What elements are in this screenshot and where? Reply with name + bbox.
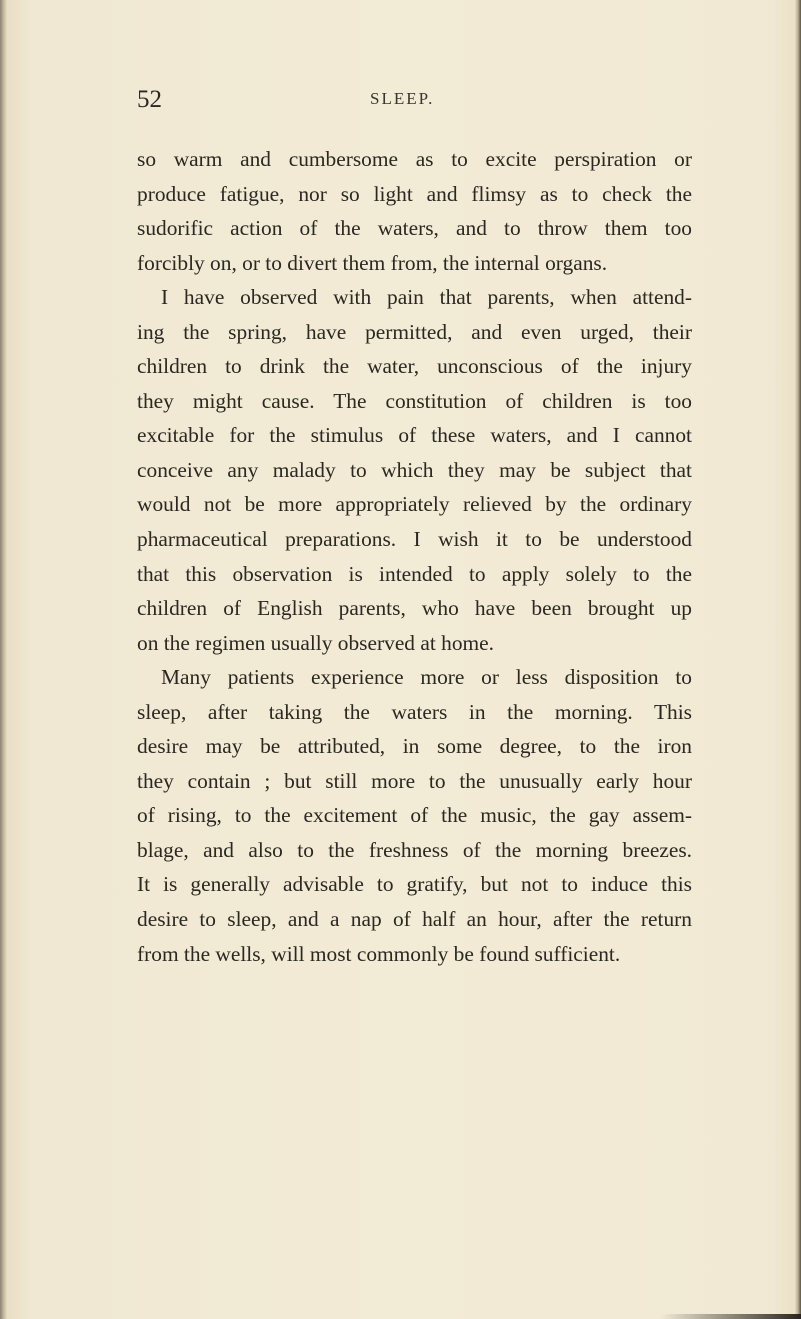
text-line: from the wells, will most commonly be found sufficient. xyxy=(137,941,621,966)
text-line: excitable for the stimulus of these waters, and I cannot xyxy=(137,423,692,448)
body-text xyxy=(137,142,692,971)
running-head: SLEEP. xyxy=(370,89,435,108)
text-line: they might cause. The constitution of children is too xyxy=(137,388,692,413)
text-line: It is generally advisable to gratify, but not to induce this xyxy=(137,872,692,897)
page-bottom-shadow xyxy=(661,1314,801,1319)
text-line: that this observation is intended to apply solely to the xyxy=(137,561,692,586)
paragraph xyxy=(137,280,692,660)
text-line: sudorific action of the waters, and to throw them too xyxy=(137,216,692,241)
text-line: produce fatigue, nor so light and flimsy as to check the xyxy=(137,181,692,206)
text-line: of rising, to the excitement of the music, the gay assem- xyxy=(137,803,692,828)
text-line: I have observed with pain that parents, when attend- xyxy=(161,285,692,310)
page-right-edge xyxy=(795,0,801,1319)
paragraph xyxy=(137,142,692,280)
text-line: desire to sleep, and a nap of half an hour, after the return xyxy=(137,907,692,932)
text-line: desire may be attributed, in some degree, to the iron xyxy=(137,734,692,759)
text-line: sleep, after taking the waters in the morning. This xyxy=(137,699,692,724)
page-left-edge xyxy=(0,0,7,1319)
paragraph xyxy=(137,660,692,971)
text-line: so warm and cumbersome as to excite perspiration or xyxy=(137,147,692,171)
text-line: would not be more appropriately relieved by the ordinary xyxy=(137,492,692,517)
text-line: ing the spring, have permitted, and even urged, their xyxy=(137,319,692,344)
text-line: children of English parents, who have been brought up xyxy=(137,596,692,621)
page-header xyxy=(137,86,697,126)
text-line: forcibly on, or to divert them from, the internal organs. xyxy=(137,250,608,275)
text-line: conceive any malady to which they may be subject that xyxy=(137,457,692,482)
text-line: Many patients experience more or less disposition to xyxy=(161,665,692,690)
page-number: 52 xyxy=(137,86,162,113)
text-line: on the regimen usually observed at home. xyxy=(137,630,495,655)
text-line: children to drink the water, unconscious of the injury xyxy=(137,354,692,379)
text-line: blage, and also to the freshness of the morning breezes. xyxy=(137,837,692,862)
text-line: pharmaceutical preparations. I wish it to be understood xyxy=(137,527,692,552)
text-line: they contain ; but still more to the unusually early hour xyxy=(137,768,692,793)
